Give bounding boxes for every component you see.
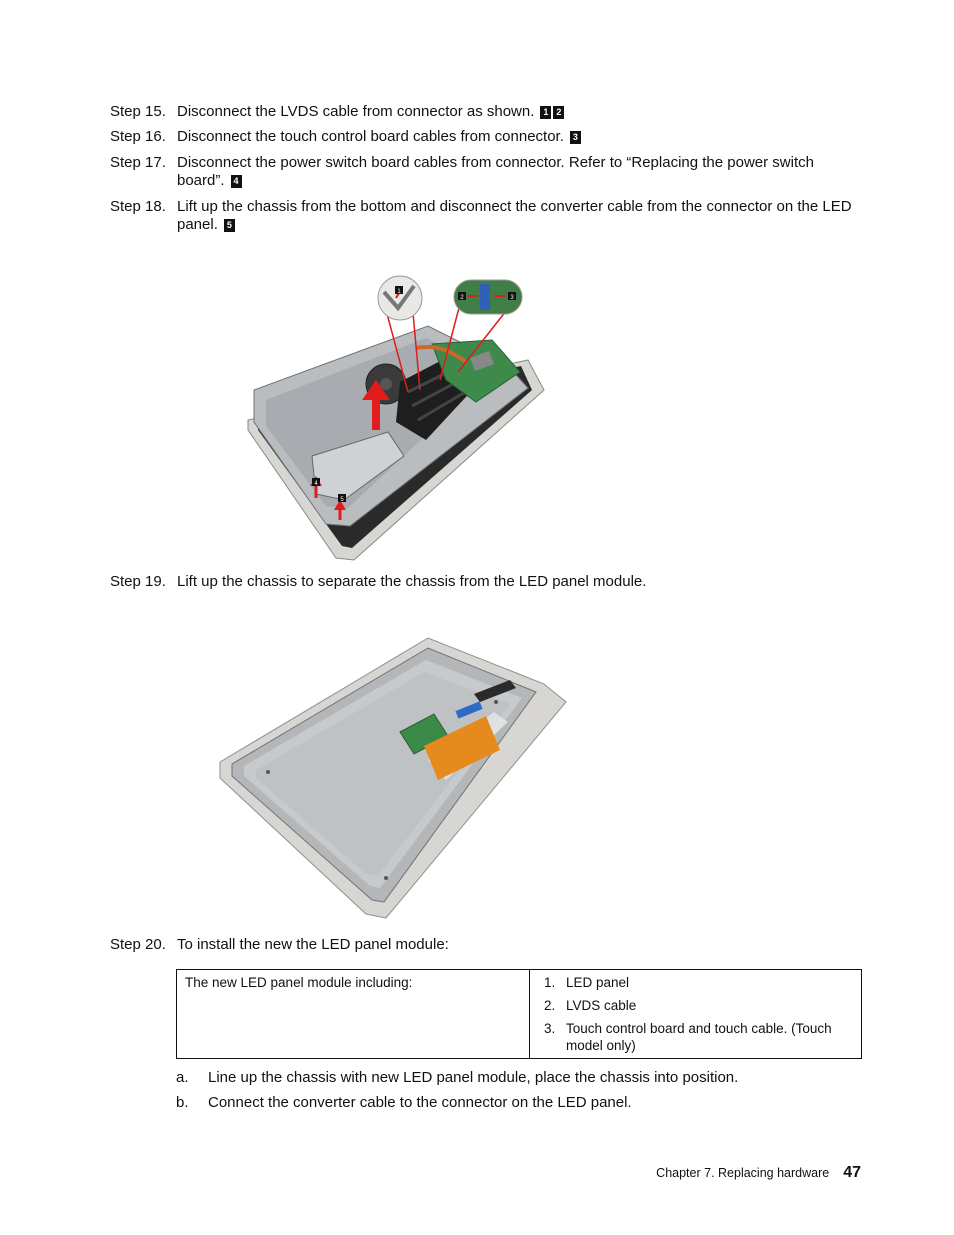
table-row — [177, 970, 862, 1059]
list-item: 2. LVDS cable — [544, 998, 637, 1013]
step-text: Disconnect the touch control board cables from connector. — [177, 128, 564, 145]
list-item: 3. Touch control board and touch cable. (Touch model only) — [544, 1021, 832, 1053]
step-number: Step 17. — [110, 154, 166, 171]
step-number: Step 16. — [110, 128, 166, 145]
step-text: Disconnect the LVDS cable from connector as shown. — [177, 103, 535, 120]
callout-badge: 1 — [540, 106, 551, 119]
svg-text:5: 5 — [340, 497, 344, 503]
step-number: Step 15. — [110, 103, 166, 120]
step-text: To install the new the LED panel module: — [177, 936, 449, 953]
step-number: Step 18. — [110, 198, 166, 215]
svg-text:4: 4 — [314, 481, 318, 487]
callout-badge: 3 — [570, 131, 581, 144]
page-footer — [656, 1164, 861, 1182]
svg-text:1: 1 — [397, 289, 401, 295]
step-number: Step 20. — [110, 936, 166, 953]
substep-text: Line up the chassis with new LED panel module, place the chassis into position. — [208, 1069, 739, 1086]
substep-text: Connect the converter cable to the connector on the LED panel. — [208, 1094, 632, 1111]
svg-text:2: 2 — [460, 295, 464, 301]
figure-callout-3 — [508, 292, 516, 301]
chapter-title: Chapter 7. Replacing hardware — [656, 1166, 830, 1180]
svg-text:3: 3 — [510, 295, 514, 301]
list-item: 1. LED panel — [544, 975, 630, 990]
figure-callout-2 — [458, 292, 466, 301]
step-number: Step 19. — [110, 573, 166, 590]
substep-marker: b. — [176, 1094, 189, 1111]
parts-table — [176, 969, 862, 1059]
chassis-disconnect-figure — [176, 262, 548, 562]
substep-marker: a. — [176, 1069, 189, 1086]
figure-callout-5 — [338, 494, 346, 503]
figure-callout-1 — [395, 286, 403, 295]
step-text: Lift up the chassis to separate the chassis from the LED panel module. — [177, 573, 647, 590]
callout-badge: 4 — [231, 175, 242, 188]
step-text: Lift up the chassis from the bottom and disconnect the converter cable from the connector on the LED panel. — [177, 198, 852, 233]
parts-table-heading-cell — [177, 970, 530, 1059]
led-panel-module-figure — [176, 632, 576, 920]
figure-callout-4 — [312, 478, 320, 487]
page-number: 47 — [843, 1164, 861, 1181]
parts-heading: The new LED panel module including: — [185, 975, 413, 990]
step-text: Disconnect the power switch board cables from connector. Refer to “Replacing the power switch board”. — [177, 154, 814, 189]
callout-badge: 2 — [553, 106, 564, 119]
parts-list-cell — [530, 970, 862, 1059]
callout-badge: 5 — [224, 219, 235, 232]
